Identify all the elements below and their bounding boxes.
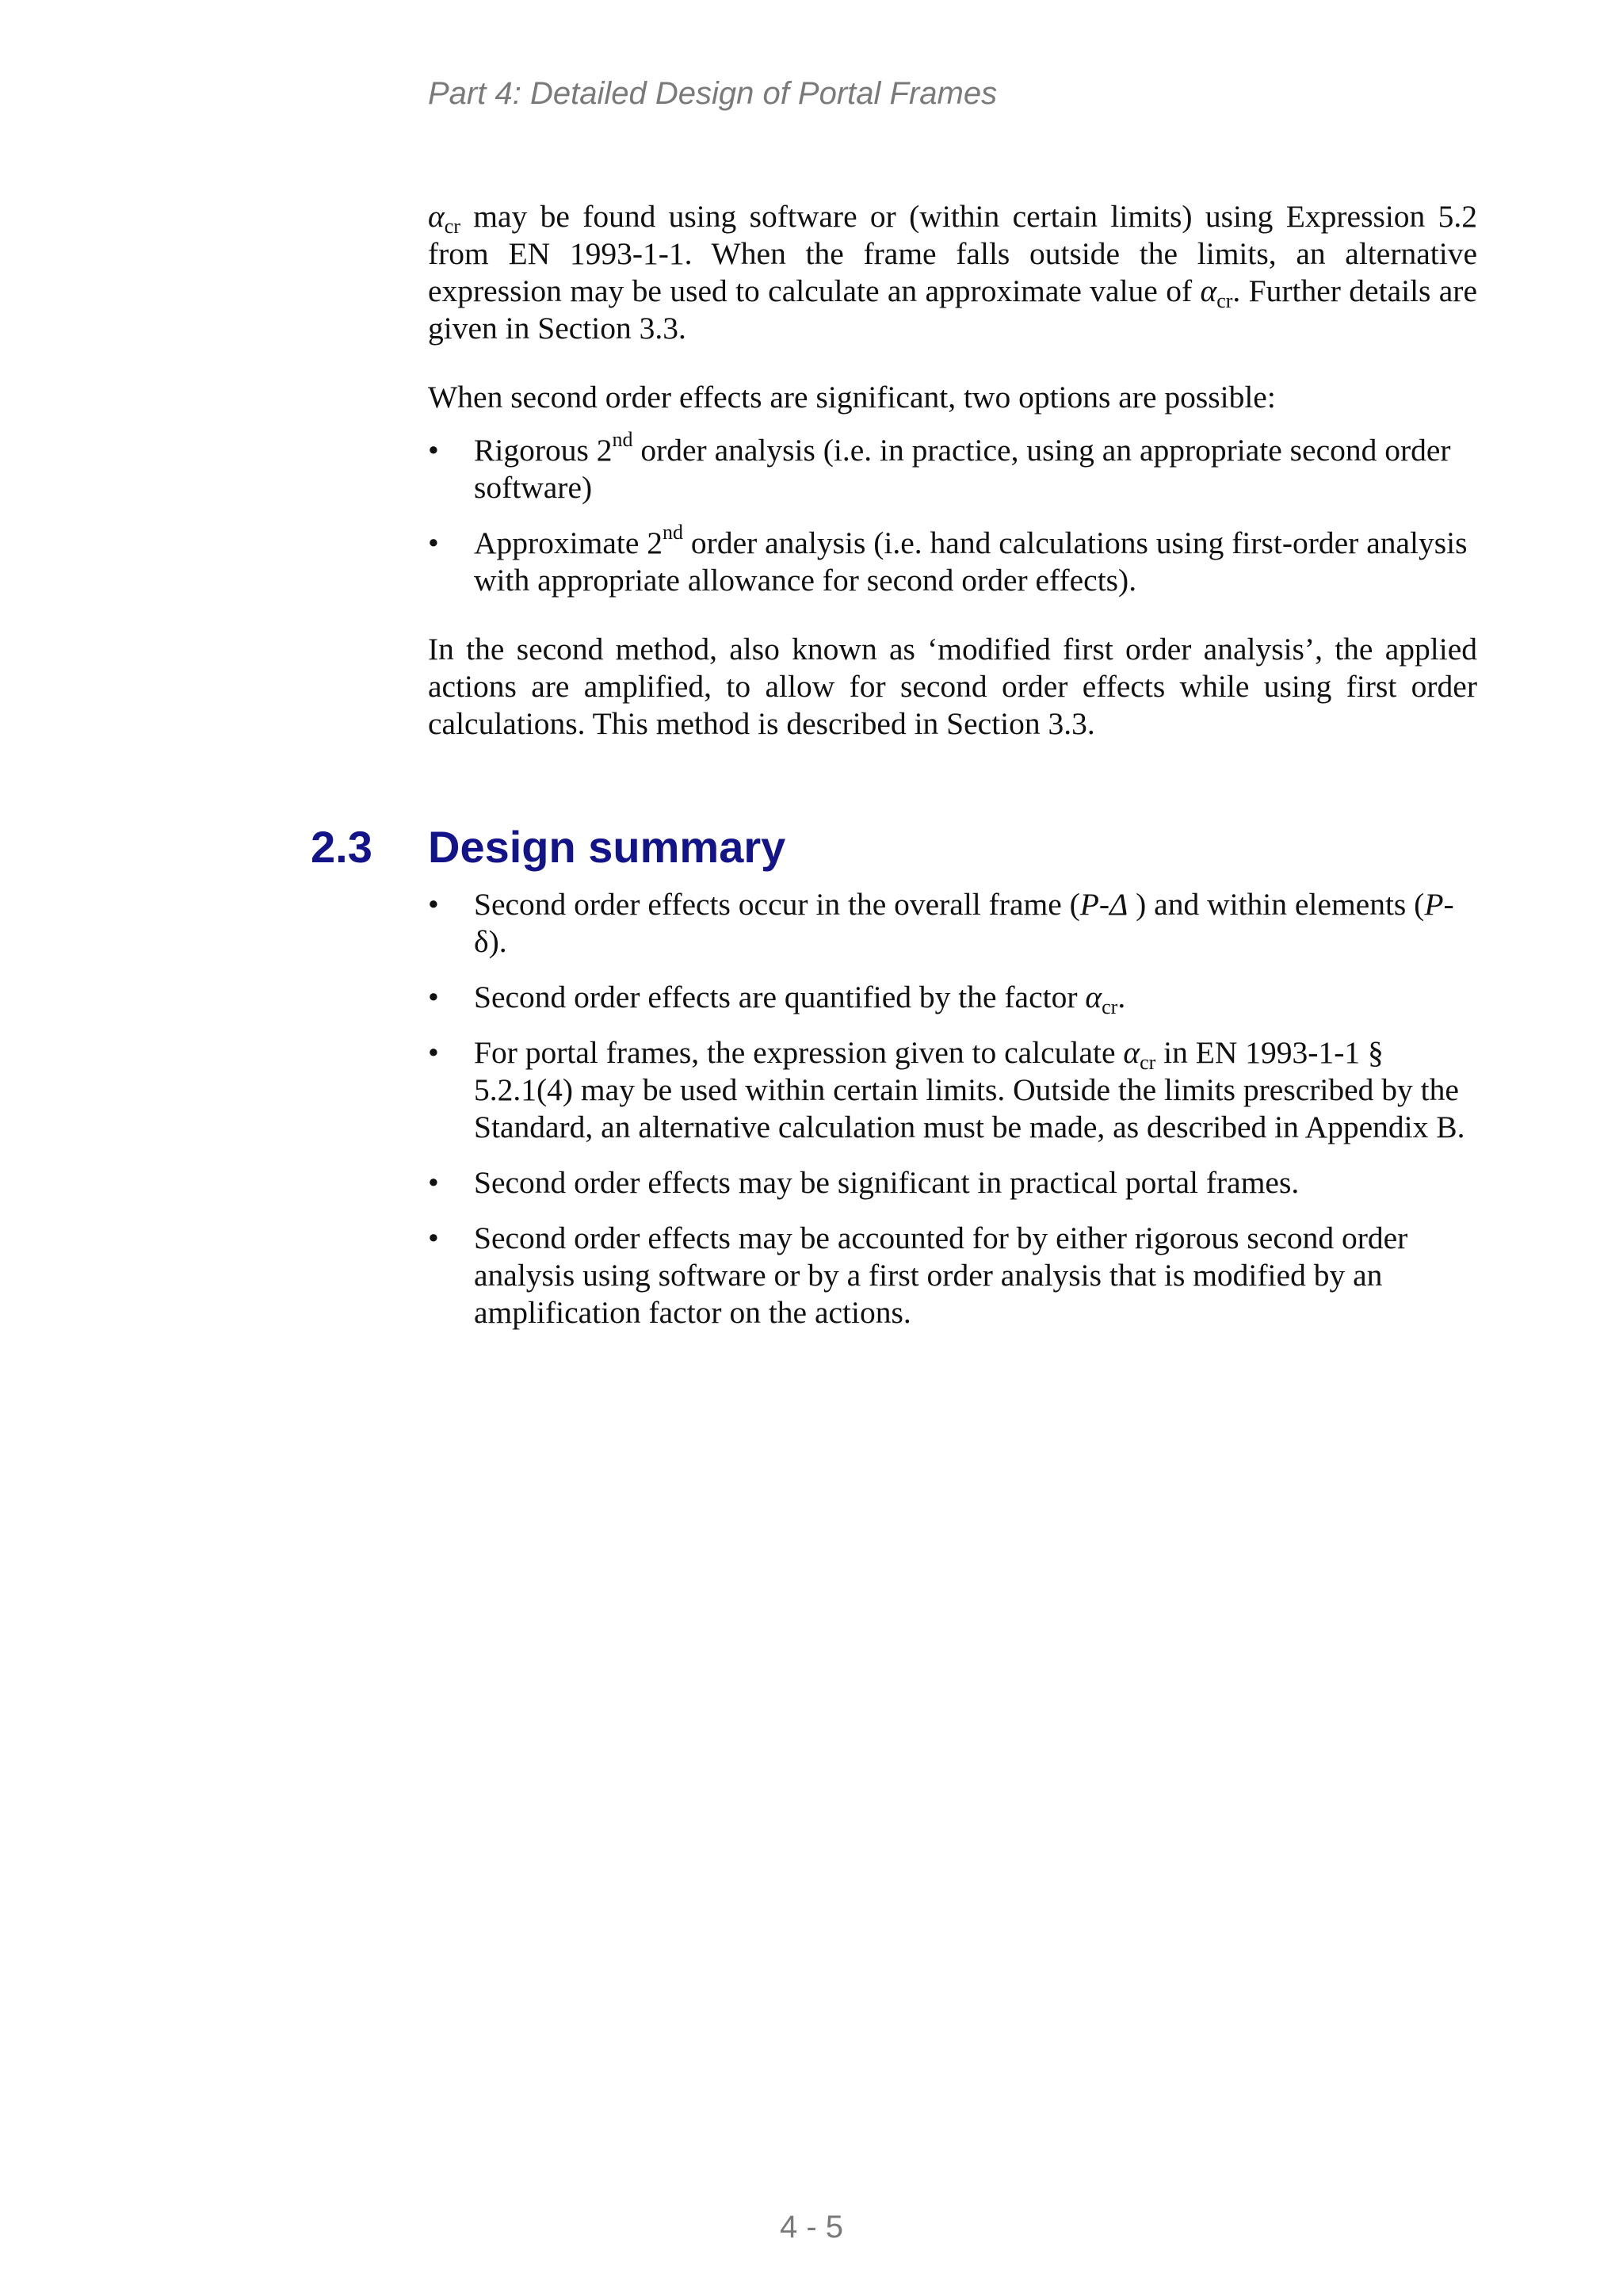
section-number: 2.3 [311,822,372,872]
text-run: - [1443,887,1454,922]
running-header: Part 4: Detailed Design of Portal Frames [428,76,998,111]
bullet-icon: • [428,980,439,1014]
page-number: 4 - 5 [779,2210,844,2244]
text-run: Second order effects may be accounted for by either rigorous second order analysis using software or by a first order analysis that is modified by an amplification factor on the actions. [474,1221,1408,1330]
alpha-symbol: α [1085,980,1102,1014]
list-item [428,1164,1477,1201]
p-symbol: P [1079,887,1099,922]
list-item [428,979,1477,1016]
bullet-icon: • [428,1221,439,1255]
bullet-icon: • [428,1165,439,1200]
delta-upper-symbol: Δ [1109,887,1128,922]
cr-subscript: cr [1140,1051,1156,1074]
intro-paragraph-3: In the second method, also known as ‘modified first order analysis’, the applied actions are amplified, to allow for second order effects while using first order calculations. This method is described in Section 3.3. [428,632,1477,741]
text-run: ). [488,924,507,959]
bullet-icon: • [428,525,439,560]
text-run: Second order effects are quantified by the factor [474,980,1086,1014]
cr-subscript: cr [1216,289,1233,312]
summary-list [428,886,1477,1331]
design-summary [428,886,1477,1363]
cr-subscript: cr [444,215,460,238]
text-run: Second order effects may be significant in practical portal frames. [474,1165,1300,1200]
analysis-options-list [428,428,1477,599]
nd-superscript: nd [612,428,633,451]
text-run: Approximate 2 [474,525,663,560]
p-symbol: P [1424,887,1444,922]
text-run: ) and within elements ( [1128,887,1425,922]
bullet-icon: • [428,1035,439,1070]
alpha-symbol: α [1200,273,1217,308]
section-heading [311,821,785,873]
intro-paragraph-2: When second order effects are significant, two options are possible: [428,380,1276,415]
list-item [428,428,1477,506]
text-run: For portal frames, the expression given to calculate [474,1035,1124,1070]
list-item [428,1034,1477,1146]
text-run: - [1098,887,1110,922]
bullet-icon: • [428,433,439,468]
list-item [428,886,1477,961]
text-run: Second order effects occur in the overall frame ( [474,887,1080,922]
cr-subscript: cr [1102,995,1118,1018]
intro-section [428,198,1477,743]
text-run: Rigorous 2 [474,433,613,468]
text-run: in EN 1993-1-1 § 5.2.1(4) may be used within certain limits. Outside the limits prescribed by the Standard, an alternative calculation must be made, as described in Appendix B. [474,1035,1465,1144]
section-title: Design summary [428,822,786,872]
delta-lower-symbol: δ [474,924,489,959]
text-run: . [1117,980,1126,1014]
list-item [428,521,1477,599]
text-run: . Further details are given in Section 3.3. [428,273,1477,346]
bullet-icon: • [428,887,439,922]
nd-superscript: nd [663,521,684,544]
alpha-symbol: α [428,199,445,234]
text-run: may be found using software or (within certain limits) using Expression 5.2 from EN 1993-1-1. When the frame falls outside the limits, an alternative expression may be used to calculate an approximate value of [428,199,1477,308]
text-run: order analysis (i.e. in practice, using an appropriate second order software) [474,433,1451,505]
alpha-symbol: α [1123,1035,1140,1070]
text-run: order analysis (i.e. hand calculations using first-order analysis with appropriate allowance for second order effects). [474,525,1468,598]
intro-paragraph-1 [428,198,1477,347]
list-item [428,1220,1477,1331]
